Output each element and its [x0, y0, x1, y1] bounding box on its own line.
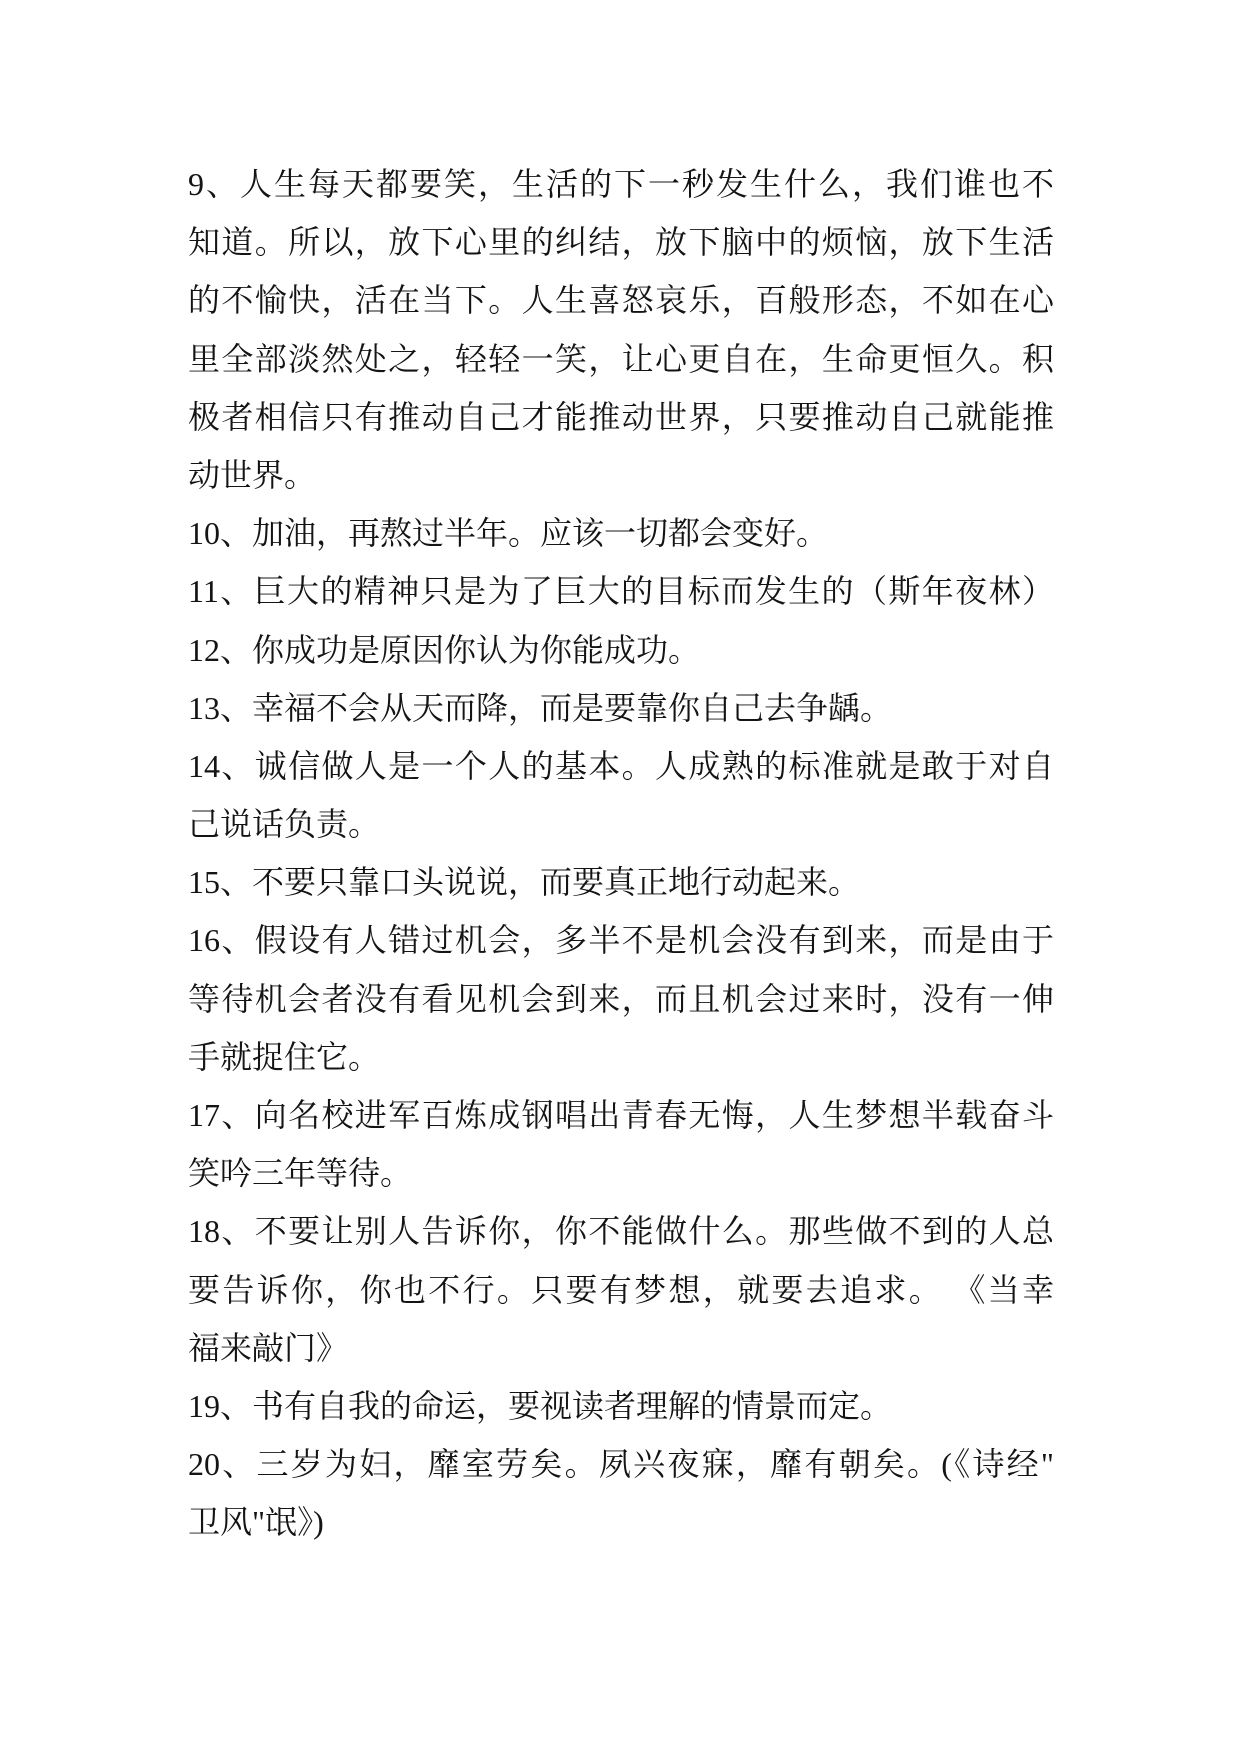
text-line: 福来敲门》: [188, 1329, 349, 1366]
text-line: 16、假设有人错过机会，多半不是机会没有到来，而是由于: [188, 922, 1054, 959]
text-line: 9、人生每天都要笑，生活的下一秒发生什么，我们谁也不: [188, 166, 1054, 202]
text-line: 14、诚信做人是一个人的基本。人成熟的标准就是敢于对自: [188, 747, 1054, 784]
list-item-19: [188, 1377, 1054, 1435]
list-item-12: [188, 621, 1054, 679]
text-line: 的不愉快，活在当下。人生喜怒哀乐，百般形态，不如在心: [188, 282, 1054, 319]
list-item-16: [188, 911, 1054, 1086]
text-line: 里全部淡然处之，轻轻一笑，让心更自在，生命更恒久。积: [188, 340, 1054, 377]
list-item-20: [188, 1435, 1054, 1551]
text-line: 知道。所以，放下心里的纠结，放下脑中的烦恼，放下生活: [188, 224, 1054, 261]
list-item-15: [188, 853, 1054, 911]
text-line: 手就捉住它。: [188, 1038, 381, 1075]
text-line: 等待机会者没有看见机会到来，而且机会过来时，没有一伸: [188, 980, 1054, 1017]
list-item-17: [188, 1086, 1054, 1202]
text-line: 己说话负责。: [188, 806, 381, 843]
list-item-11: [188, 562, 1054, 620]
text-line: 卫风"氓》): [188, 1504, 324, 1541]
text-line: 17、向名校进军百炼成钢唱出青春无悔，人生梦想半载奋斗: [188, 1097, 1054, 1133]
list-item-13: [188, 679, 1054, 737]
text-line: 极者相信只有推动自己才能推动世界，只要推动自己就能推: [188, 398, 1054, 435]
text-line: 18、不要让别人告诉你，你不能做什么。那些做不到的人总: [188, 1213, 1054, 1250]
text-line: 12、你成功是原因你认为你能成功。: [188, 631, 701, 668]
text-line: 20、三岁为妇，靡室劳矣。夙兴夜寐，靡有朝矣。(《诗经": [188, 1446, 1054, 1483]
text-line: 动世界。: [188, 456, 317, 493]
text-line: 11、巨大的精神只是为了巨大的目标而发生的（斯年夜林）: [188, 573, 1054, 610]
text-line: 19、书有自我的命运，要视读者理解的情景而定。: [188, 1387, 893, 1424]
text-line: 13、幸福不会从天而降，而是要靠你自己去争龋。: [188, 689, 893, 726]
list-item-9: [188, 155, 1054, 504]
text-line: 笑吟三年等待。: [188, 1155, 413, 1192]
list-item-10: [188, 504, 1054, 562]
text-line: 10、加油，再熬过半年。应该一切都会变好。: [188, 515, 829, 552]
list-item-14: [188, 737, 1054, 853]
list-item-18: [188, 1202, 1054, 1377]
text-line: 15、不要只靠口头说说，而要真正地行动起来。: [188, 864, 861, 901]
document-body: [188, 155, 1054, 1552]
text-line: 要告诉你，你也不行。只要有梦想，就要去追求。 《当幸: [188, 1271, 1054, 1308]
